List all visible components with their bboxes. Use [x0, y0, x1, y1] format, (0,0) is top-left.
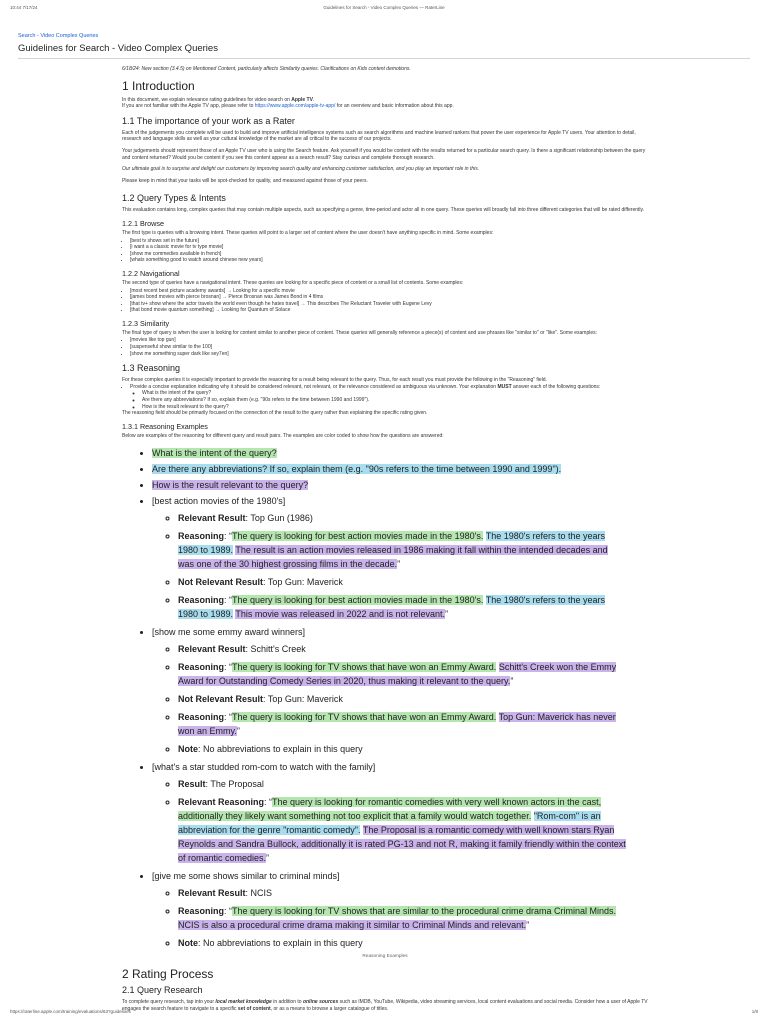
research-text: in addition to: [271, 999, 303, 1005]
reasoning-relevance: Top Gun: Maverick has never won an Emmy.: [178, 712, 616, 737]
list-item: [178, 692, 626, 706]
result-value: : Top Gun: Maverick: [263, 694, 343, 705]
research-emphasis-1: local market knowledge: [215, 999, 272, 1005]
similarity-examples: [122, 337, 648, 357]
research-text: , or as a means to browse a larger catalogue of titles.: [270, 1005, 389, 1012]
list-item: • [movies like top gun]: [130, 337, 648, 344]
research-text: To complete query research, tap into your: [122, 999, 216, 1005]
requirement-text: Provide a concise explanation indicating why it should be considered relevant, not relevant, or the relevance considered as ambiguous via unknown. Your explanation: [130, 383, 498, 390]
list-item: • [suspenseful show similar to the 100]: [130, 344, 648, 351]
reasoning-relevance: This movie was released in 2022 and is not relevant.: [235, 609, 446, 620]
list-item: [178, 575, 626, 589]
example-query: [show me some emmy award winners]: [152, 627, 306, 638]
print-header: [10, 5, 758, 15]
breadcrumb[interactable]: Search - Video Complex Queries: [18, 33, 99, 39]
list-item: [178, 886, 626, 900]
list-item: ◦ Reasoning: “The query is looking for TV shows that have won an Emmy Award. Top Gun: Maverick has never won an Emmy.”: [178, 710, 626, 738]
list-item: [152, 446, 626, 460]
list-item: ◦ Reasoning: “The query is looking for TV shows that have won an Emmy Award. Schitt's Creek won the Emmy Award for Outstanding Comedy Series in 2020, thus making it relevant to the query.”: [178, 660, 626, 688]
page-title: Guidelines for Search - Video Complex Queries: [18, 43, 218, 54]
section-query-types-heading: 1.2 Query Types & Intents: [122, 193, 226, 204]
reasoning-abbreviation: "Rom-com" is an abbreviation for the genre "romantic comedy".: [178, 811, 601, 836]
intro-text-2-end: for an overview and basic information about this app.: [335, 103, 454, 110]
list-item: [178, 742, 626, 756]
note-value: : No abbreviations to explain in this query: [198, 938, 363, 949]
browse-examples: [122, 238, 648, 264]
list-item: ◦ Reasoning: “The query is looking for best action movies made in the 1980's. The 1980's refers to the years 1980 to 1989. This movie was released in 2022 and is not relevant.”: [178, 593, 626, 621]
reasoning-relevance: NCIS is also a procedural crime drama making it similar to Criminal Minds and relevant.: [178, 920, 527, 931]
list-item: ◦ What is the intent of the query?: [142, 390, 648, 397]
list-item: [152, 760, 626, 865]
reasoning-relevance: The result is an action movies released in 1986 making it fall within the intended decades and was one of the 30 highest grossing films in the decade.: [178, 545, 608, 570]
list-item: ◦ Relevant Reasoning: “The query is looking for romantic comedies with very well known actors in the cast, additionally they likely want something not too explicit that a family would watch together. "Rom-com" is an abbreviation for the genre "romantic comedy". The Proposal is a romantic comedy with well known stars Ryan Reynolds and Sandra Bullock, additionally it is rated PG-13 and not R, making it family friendly within the context of romantic comedies.”: [178, 795, 626, 865]
result-value: : Top Gun (1986): [245, 513, 313, 524]
section-introduction-heading: 1 Introduction: [122, 78, 195, 93]
list-item: [152, 478, 626, 492]
reasoning-relevance: Schitt's Creek won the Emmy Award for Outstanding Comedy Series in 2020, thus making it relevant to the query.: [178, 662, 617, 687]
result-value: : Top Gun: Maverick: [263, 577, 343, 588]
examples-intro-paragraph: Below are examples of the reasoning for different query and result pairs. The examples are color coded to show how the questions are answered:: [122, 432, 444, 439]
reasoning-label: Reasoning: [178, 531, 225, 542]
section-similarity-heading: 1.2.3 Similarity: [122, 318, 170, 328]
reasoning-intent: The query is looking for romantic comedies with very well known actors in the cast, additionally they likely want something not too explicit that a family would watch together.: [178, 797, 602, 822]
list-item: • [best tv shows set in the future]: [130, 238, 648, 245]
print-url: https://raterline.apple.com/training/evaluations/63?guidelines: [10, 1009, 131, 1014]
result-value: : Schitt's Creek: [245, 644, 306, 655]
apple-tv-app-link[interactable]: https://www.apple.com/apple-tv-app/: [254, 103, 336, 110]
intro-bold: Apple TV: [291, 96, 313, 103]
result-value: : The Proposal: [205, 779, 264, 790]
browse-paragraph: The first type is queries with a browsing intent. These queries will point to a larger set of content where the user doesn't have anything specific in mind. Some examples:: [122, 229, 494, 236]
reasoning-label: Reasoning: [178, 906, 225, 917]
result-label: Not Relevant Result: [178, 577, 264, 588]
print-datetime: 10:44 7/17/24: [10, 5, 38, 10]
list-item: • [that tv+ show where the actor travels the world even though he hates travel] → This describes The Reluctant Traveler with Eugene Levy: [130, 301, 648, 308]
similarity-paragraph: The final type of query is when the user is looking for content similar to another piece of content. These queries will generally reference a piece(s) of content and use phrases like "similar to" or "like". Some examples:: [122, 329, 598, 336]
result-label: Relevant Result: [178, 513, 246, 524]
reasoning-relevance: The Proposal is a romantic comedy with well known stars Ryan Reynolds and Sandra Bullock, additionally it is rated PG-13 and not R, making it family friendly within the context of romantic comedies.: [178, 825, 626, 864]
navigational-paragraph: The second type of queries have a navigational intent. These queries are looking for a specific piece of content or a small list of contents. Some examples:: [122, 279, 464, 286]
reasoning-label: Reasoning: [178, 595, 225, 606]
section-query-research-heading: 2.1 Query Research: [122, 985, 203, 995]
list-item: [130, 384, 648, 410]
importance-paragraph-4: Please keep in mind that your tasks will be spot-checked for quality, and measured against those of your peers.: [122, 177, 368, 184]
update-notice: 6/18/24: New section (3.4.5) on Mentioned Content, particularly affects Similarity queries. Clarifications on Kids content demotions.: [122, 66, 411, 72]
reasoning-abbreviation: The 1980's refers to the years 1980 to 1989.: [178, 595, 605, 620]
section-navigational-heading: 1.2.2 Navigational: [122, 268, 180, 278]
list-item: [152, 869, 626, 950]
importance-paragraph-2: Your judgements should represent those of an Apple TV user who is using the Search feature. Ask yourself if you would be content with the results returned for a particular search query. Is there a significant relationship between the query and content returned? Would you be content if you see this content appear as a search result? Stay curious and complete thorough research.: [122, 147, 646, 161]
list-item: ◦ Are there any abbreviations? If so, explain them (e.g. "90s refers to the time between 1990 and 1999").: [142, 397, 648, 404]
result-label: Not Relevant Result: [178, 694, 264, 705]
reasoning-intent: The query is looking for best action movies made in the 1980's.: [232, 595, 484, 606]
section-rating-process-heading: 2 Rating Process: [122, 967, 214, 981]
list-item: [152, 494, 626, 621]
list-item: [178, 642, 626, 656]
list-item: • [that bond movie quantum something] → Looking for Quantum of Solace: [130, 307, 648, 314]
reasoning-abbreviation: The 1980's refers to the years 1980 to 1989.: [178, 531, 605, 556]
reasoning-intent: The query is looking for TV shows that have won an Emmy Award.: [232, 662, 497, 673]
print-page-number: 1/8: [751, 1009, 758, 1014]
section-reasoning-heading: 1.3 Reasoning: [122, 363, 181, 374]
intro-text: In this document, we explain relevance rating guidelines for video search on: [122, 96, 292, 103]
requirement-bold: MUST: [497, 383, 512, 390]
legend-abbreviations: Are there any abbreviations? If so, explain them (e.g. "90s refers to the time between 1990 and 1999").: [152, 464, 562, 475]
list-item: [178, 777, 626, 791]
section-browse-heading: 1.2.1 Browse: [122, 218, 164, 228]
legend-relevance: How is the result relevant to the query?: [152, 480, 309, 491]
reasoning-intent: The query is looking for TV shows that have won an Emmy Award.: [232, 712, 497, 723]
list-item: • [most recent best picture academy awards] → Looking for a specific movie: [130, 288, 648, 295]
reasoning-examples-figure: [122, 442, 626, 950]
importance-paragraph-1: Each of the judgements you complete will be used to build and improve artificial intelligence systems such as search algorithms and machine learned rankers that power the user experience for Apple TV users. Your attention to detail, research and language skills as well as your cultural knowledge of the market are all critical to the success of our projects.: [122, 129, 636, 143]
section-reasoning-examples-heading: 1.3.1 Reasoning Examples: [122, 421, 208, 431]
list-item: [152, 625, 626, 756]
research-emphasis-3: set of content: [237, 1005, 271, 1012]
print-footer: [10, 1009, 758, 1019]
list-item: [178, 511, 626, 525]
intro-text-end: .: [312, 96, 315, 103]
navigational-examples: [122, 288, 648, 314]
intro-paragraph: [122, 97, 648, 110]
reasoning-label: Reasoning: [178, 662, 225, 673]
note-label: Note: [178, 744, 198, 755]
reasoning-paragraph: For these complex queries it is especially important to provide the reasoning for a result being relevant to the query. Thus, for each result you must provide the following in the "Reasoning" field.: [122, 377, 547, 384]
reasoning-intent: The query is looking for best action movies made in the 1980's.: [232, 531, 484, 542]
list-item: • [i want a a classic movie for tv type movie]: [130, 244, 648, 251]
list-item: [152, 462, 626, 476]
result-label: Result: [178, 779, 206, 790]
list-item: [178, 936, 626, 950]
example-query: [best action movies of the 1980's]: [152, 496, 286, 507]
query-types-paragraph: This evaluation contains long, complex queries that may contain multiple aspects, such as specifying a genre, time-period and actor all in one query. These queries will broadly fall into three different categories that will be rated differently.: [122, 207, 645, 214]
research-text: such as IMDB, YouTube, Wikipedia, video streaming services, local content evaluations and social media. Consider how a user of Apple TV engages the search feature to navigate to a specific: [122, 999, 648, 1012]
reasoning-requirements: [122, 384, 648, 410]
example-query: [give me some shows similar to criminal minds]: [152, 871, 340, 882]
title-divider: [18, 58, 750, 59]
requirement-text-end: answer each of the following questions:: [511, 383, 601, 390]
reasoning-label: Reasoning: [178, 712, 225, 723]
legend-intent: What is the intent of the query?: [152, 448, 277, 459]
result-value: : NCIS: [245, 888, 273, 899]
figure-caption: Reasoning Examples: [362, 954, 408, 960]
example-query: [what's a star studded rom-com to watch with the family]: [152, 762, 376, 773]
list-item: • [show me commedies available in french]: [130, 251, 648, 258]
intro-text-2: If you are not familiar with the Apple TV app, please refer to: [122, 103, 255, 110]
document-body: [122, 66, 648, 1017]
print-page-title: Guidelines for Search - Video Complex Queries — RaterLine: [323, 5, 445, 10]
section-importance-heading: 1.1 The importance of your work as a Rater: [122, 115, 295, 126]
list-item: ◦ Reasoning: “The query is looking for best action movies made in the 1980's. The 1980's refers to the years 1980 to 1989. The result is an action movies released in 1986 making it fall within the intended decades and was one of the 30 highest grossing films in the decade.”: [178, 529, 626, 571]
result-label: Relevant Result: [178, 888, 246, 899]
list-item: • [whats something good to watch around chinese new years]: [130, 257, 648, 264]
importance-paragraph-3: Our ultimate goal is to surprise and delight our customers by improving search quality and enhancing customer satisfaction, and you play an important role in this.: [122, 166, 480, 173]
reasoning-after-paragraph: The reasoning field should be primarily focused on the connection of the result to the query rather than explaining the specific rating given.: [122, 410, 428, 417]
list-item: ◦ How is the result relevant to the query?: [142, 404, 648, 411]
result-label: Relevant Result: [178, 644, 246, 655]
list-item: • [show me something super dark like sey7en]: [130, 351, 648, 358]
research-emphasis-2: online sources: [302, 999, 339, 1005]
reasoning-label: Relevant Reasoning: [178, 797, 265, 808]
note-value: : No abbreviations to explain in this query: [198, 744, 363, 755]
list-item: ◦ Reasoning: “The query is looking for TV shows that are similar to the procedural crime drama Criminal Minds. NCIS is also a procedural crime drama making it similar to Criminal Minds and relevant.”: [178, 904, 626, 932]
reasoning-intent: The query is looking for TV shows that are similar to the procedural crime drama Criminal Minds.: [232, 906, 616, 917]
list-item: • [james bond movies with pierce brosnan] → Pierce Brosnan was James Bond in 4 films: [130, 294, 648, 301]
note-label: Note: [178, 938, 198, 949]
